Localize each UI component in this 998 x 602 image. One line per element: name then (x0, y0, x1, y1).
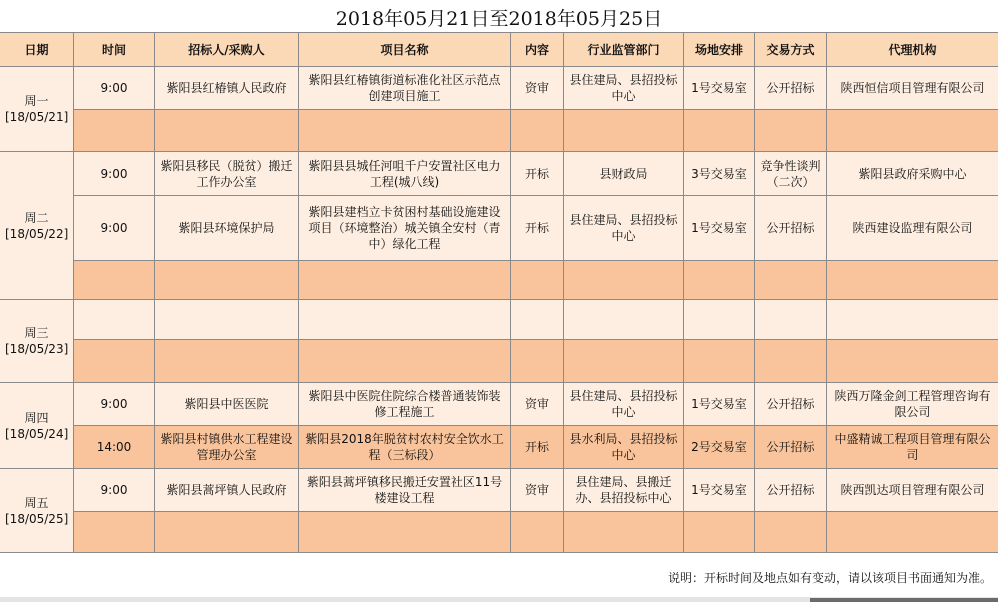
header-dept: 行业监管部门 (564, 33, 684, 67)
project-cell: 紫阳县蒿坪镇移民搬迁安置社区11号楼建设工程 (299, 469, 511, 512)
day-name: 周二 (24, 210, 49, 225)
agent-cell: 陕西万隆金剑工程管理咨询有限公司 (827, 383, 998, 426)
agent-cell: 陕西恒信项目管理有限公司 (827, 67, 998, 110)
day-name: 周五 (24, 495, 49, 510)
agent-cell: 陕西建设监理有限公司 (827, 196, 998, 261)
content-cell: 开标 (511, 152, 564, 196)
header-project: 项目名称 (299, 33, 511, 67)
table-row (0, 469, 998, 512)
dept-cell: 县住建局、县搬迁办、县招投标中心 (564, 469, 684, 512)
room-cell: 1号交易室 (684, 67, 755, 110)
agent-cell: 中盛精诚工程项目管理有限公司 (827, 426, 998, 469)
page-title: 2018年05月21日至2018年05月25日 (335, 8, 663, 30)
room-cell: 1号交易室 (684, 196, 755, 261)
dept-cell: 县住建局、县招投标中心 (564, 196, 684, 261)
buyer-cell: 紫阳县蒿坪镇人民政府 (155, 469, 299, 512)
project-cell: 紫阳县2018年脱贫村农村安全饮水工程（三标段） (299, 426, 511, 469)
horizontal-scrollbar[interactable] (0, 597, 998, 602)
empty-row (0, 340, 998, 383)
table-row (0, 383, 998, 426)
day-cell-fri (0, 469, 74, 553)
header-method: 交易方式 (755, 33, 827, 67)
time-cell: 9:00 (74, 383, 155, 426)
table-row (0, 426, 998, 469)
buyer-cell: 紫阳县村镇供水工程建设管理办公室 (155, 426, 299, 469)
header-time: 时间 (74, 33, 155, 67)
buyer-cell: 紫阳县移民（脱贫）搬迁工作办公室 (155, 152, 299, 196)
header-content: 内容 (511, 33, 564, 67)
method-cell: 公开招标 (755, 426, 827, 469)
room-cell: 2号交易室 (684, 426, 755, 469)
header-room: 场地安排 (684, 33, 755, 67)
time-cell: 9:00 (74, 67, 155, 110)
project-cell: 紫阳县县城任河咀千户安置社区电力工程(城八线) (299, 152, 511, 196)
footnote: 说明：开标时间及地点如有变动，请以该项目书面通知为准。 (667, 571, 992, 585)
day-date: [18/05/25] (5, 511, 69, 526)
header-agent: 代理机构 (827, 33, 998, 67)
room-cell: 3号交易室 (684, 152, 755, 196)
header-buyer: 招标人/采购人 (155, 33, 299, 67)
empty-row (0, 110, 998, 152)
project-cell: 紫阳县中医院住院综合楼普通装饰装修工程施工 (299, 383, 511, 426)
time-cell: 9:00 (74, 469, 155, 512)
buyer-cell: 紫阳县中医医院 (155, 383, 299, 426)
day-date: [18/05/21] (5, 110, 69, 124)
header-row (0, 33, 998, 67)
empty-row (0, 261, 998, 300)
table-row (0, 67, 998, 110)
header-date: 日期 (0, 33, 74, 67)
day-cell-thu (0, 383, 74, 469)
dept-cell: 县住建局、县招投标中心 (564, 67, 684, 110)
dept-cell: 县住建局、县招投标中心 (564, 383, 684, 426)
room-cell: 1号交易室 (684, 469, 755, 512)
time-cell: 9:00 (74, 152, 155, 196)
method-cell: 竞争性谈判（二次） (755, 152, 827, 196)
method-cell: 公开招标 (755, 469, 827, 512)
empty-row (0, 512, 998, 553)
content-cell: 资审 (511, 383, 564, 426)
schedule-table (0, 32, 998, 553)
day-cell-wed (0, 300, 74, 383)
day-cell-tue (0, 152, 74, 300)
day-cell-mon (0, 67, 74, 152)
agent-cell: 陕西凯达项目管理有限公司 (827, 469, 998, 512)
time-cell: 9:00 (74, 196, 155, 261)
day-date: [18/05/24] (5, 426, 69, 441)
method-cell: 公开招标 (755, 67, 827, 110)
project-cell: 紫阳县红椿镇街道标准化社区示范点创建项目施工 (299, 67, 511, 110)
dept-cell: 县财政局 (564, 152, 684, 196)
day-date: [18/05/23] (5, 342, 69, 356)
agent-cell: 紫阳县政府采购中心 (827, 152, 998, 196)
table-row (0, 196, 998, 261)
day-date: [18/05/22] (5, 226, 69, 241)
day-name: 周三 (24, 326, 49, 340)
project-cell: 紫阳县建档立卡贫困村基础设施建设项目（环境整治）城关镇全安村（青中）绿化工程 (299, 196, 511, 261)
content-cell: 开标 (511, 196, 564, 261)
scrollbar-thumb[interactable] (810, 598, 998, 602)
content-cell: 资审 (511, 67, 564, 110)
room-cell: 1号交易室 (684, 383, 755, 426)
method-cell: 公开招标 (755, 196, 827, 261)
content-cell: 资审 (511, 469, 564, 512)
table-row (0, 152, 998, 196)
dept-cell: 县水利局、县招投标中心 (564, 426, 684, 469)
day-name: 周四 (24, 410, 49, 425)
time-cell: 14:00 (74, 426, 155, 469)
method-cell: 公开招标 (755, 383, 827, 426)
content-cell: 开标 (511, 426, 564, 469)
buyer-cell: 紫阳县环境保护局 (155, 196, 299, 261)
buyer-cell: 紫阳县红椿镇人民政府 (155, 67, 299, 110)
empty-row (0, 300, 998, 340)
day-name: 周一 (24, 94, 49, 108)
